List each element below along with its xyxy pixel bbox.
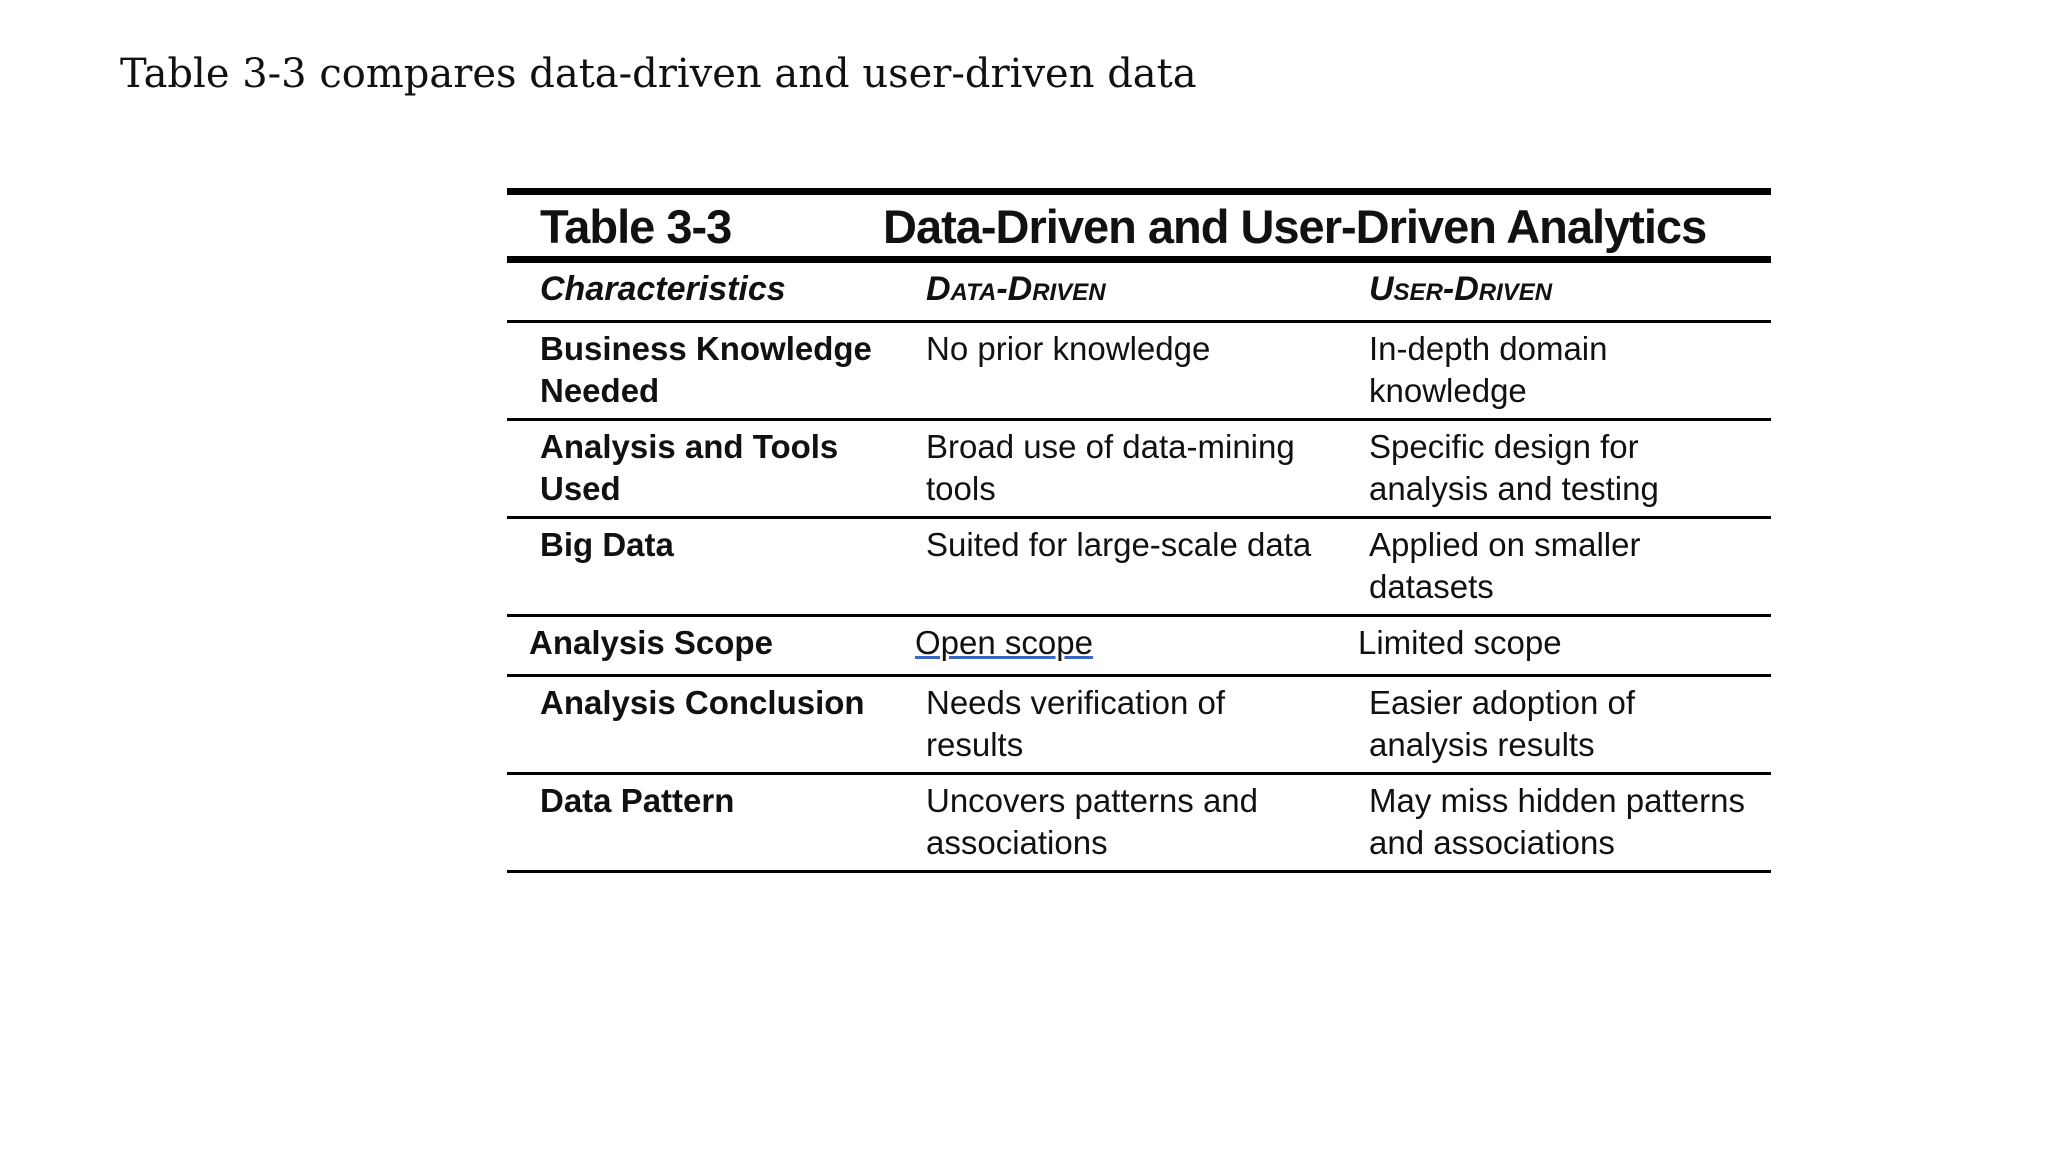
intro-paragraph: Table 3-3 compares data-driven and user-driven data xyxy=(120,51,1197,97)
user-driven-cell: Applied on smaller datasets xyxy=(1336,518,1771,616)
row-label: Business Knowledge Needed xyxy=(507,322,893,420)
table-row xyxy=(507,676,1771,774)
table-header-row xyxy=(507,263,1771,322)
data-driven-cell: Broad use of data-mining tools xyxy=(893,420,1336,518)
user-driven-cell: May miss hidden patterns and associations xyxy=(1336,774,1771,872)
row-label: Analysis Conclusion xyxy=(507,676,893,774)
data-driven-cell: No prior knowledge xyxy=(893,322,1336,420)
table-id-label: Table 3-3 xyxy=(540,200,732,253)
user-driven-cell: In-depth domain knowledge xyxy=(1336,322,1771,420)
row-label: Data Pattern xyxy=(507,774,893,872)
table-row xyxy=(507,616,1771,676)
row-label: Analysis Scope xyxy=(507,616,893,676)
table-row xyxy=(507,322,1771,420)
header-characteristics: Characteristics xyxy=(507,263,893,322)
header-data-driven: Data-Driven xyxy=(893,263,1336,322)
table-top-rule xyxy=(507,188,1771,195)
data-driven-cell xyxy=(893,616,1336,676)
data-driven-cell: Suited for large-scale data xyxy=(893,518,1336,616)
table-title: Data-Driven and User-Driven Analytics xyxy=(883,200,1707,253)
row-label: Analysis and Tools Used xyxy=(507,420,893,518)
data-driven-cell: Needs verification of results xyxy=(893,676,1336,774)
table-title-row xyxy=(507,195,1771,263)
user-driven-cell: Limited scope xyxy=(1336,616,1771,676)
user-driven-cell: Easier adoption of analysis results xyxy=(1336,676,1771,774)
comparison-table xyxy=(507,188,1771,873)
table-row xyxy=(507,518,1771,616)
table-body xyxy=(507,263,1771,873)
data-driven-cell-text: Open scope xyxy=(915,624,1093,661)
row-label: Big Data xyxy=(507,518,893,616)
user-driven-cell: Specific design for analysis and testing xyxy=(1336,420,1771,518)
header-user-driven: User-Driven xyxy=(1336,263,1771,322)
table-row xyxy=(507,774,1771,872)
table-row xyxy=(507,420,1771,518)
data-driven-cell: Uncovers patterns and associations xyxy=(893,774,1336,872)
